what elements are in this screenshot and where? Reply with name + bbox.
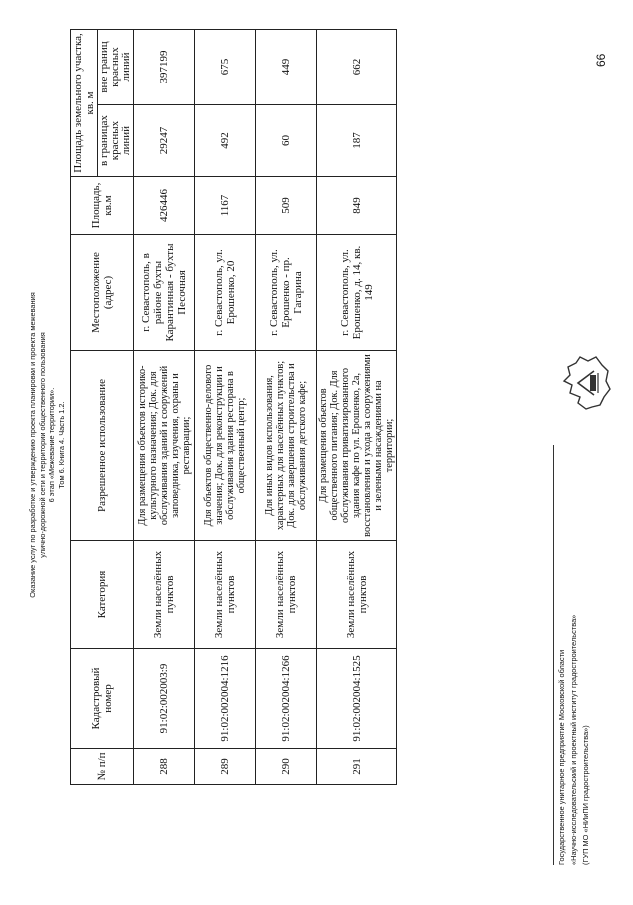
cell-category: Земли населённых пунктов	[256, 541, 317, 649]
col-header-outside: вне границ красных линий	[98, 29, 134, 104]
cell-within: 60	[256, 105, 317, 177]
table-header-row	[71, 29, 98, 784]
cell-within: 29247	[134, 105, 195, 177]
cell-outside: 397199	[134, 29, 195, 104]
col-header-within: в границах красных линий	[98, 105, 134, 177]
cell-num: 288	[134, 749, 195, 785]
col-header-num: № п/п	[71, 749, 134, 785]
cell-category: Земли населённых пунктов	[134, 541, 195, 649]
cell-num: 291	[317, 749, 397, 785]
institute-logo-icon	[556, 351, 616, 415]
cell-location: г. Севастополь, в районе бухты Карантинная - бухты Песочная	[134, 235, 195, 351]
table-row	[256, 29, 317, 784]
cell-outside: 675	[195, 29, 256, 104]
header-line-1: Оказание услуг по разработке и утверждению проекта планировки и проекта межевания	[28, 292, 37, 598]
land-plot-table	[70, 29, 397, 785]
header-line-3: 6 этап «Межевание территории».	[47, 387, 57, 503]
document-header	[28, 185, 66, 705]
col-header-plot-area: Площадь земельного участка, кв. м	[71, 29, 98, 176]
cell-usage: Для иных видов использования, характерных для населённых пунктов; Док. для завершения строительства и обслуживания детского кафе;	[256, 351, 317, 541]
page-number: 66	[594, 53, 608, 67]
cell-num: 290	[256, 749, 317, 785]
cell-location: г. Севастополь, ул. Ерошенко, 20	[195, 235, 256, 351]
cell-usage: Для объектов общественно-делового значения; Док. для реконструкции и обслуживания здания ресторана в общественный центр;	[195, 351, 256, 541]
col-header-location: Местоположение (адрес)	[71, 235, 134, 351]
document-footer	[556, 445, 592, 865]
cell-usage: Для размещения объектов историко-культурного назначения; Док. для обслуживания зданий и сооружений заповедника, изучения, охраны и реставрации;	[134, 351, 195, 541]
cell-location: г. Севастополь, ул. Ерошенко - пр. Гагарина	[256, 235, 317, 351]
cell-usage: Для размещения объектов общественного питания; Док. Для обслуживания приватизированного здания кафе по ул. Ерошенко, 2а, восстановления и ухода за сооружениями и зелеными насаждениями на территории;	[317, 351, 397, 541]
footer-line-3: (ГУП МО «НИиПИ градостроительства»)	[581, 725, 590, 865]
table-row	[195, 29, 256, 784]
cell-area: 849	[317, 177, 397, 235]
cell-location: г. Севастополь, ул. Ерошенко, д. 14, кв. 149	[317, 235, 397, 351]
cell-cadastral: 91:02:002004:1525	[317, 649, 397, 749]
cell-within: 187	[317, 105, 397, 177]
cell-outside: 662	[317, 29, 397, 104]
cell-category: Земли населённых пунктов	[317, 541, 397, 649]
cell-cadastral: 91:02:002004:1266	[256, 649, 317, 749]
footer-line-1: Государственное унитарное предприятие Московской области	[557, 649, 566, 865]
header-line-4: Том 6. Книга 4. Часть 1.2.	[56, 401, 66, 489]
cell-category: Земли населённых пунктов	[195, 541, 256, 649]
header-line-2: улично-дорожной сети и территории общественного пользования	[37, 332, 47, 558]
cell-area: 509	[256, 177, 317, 235]
table-row	[317, 29, 397, 784]
cell-cadastral: 91:02:002003:9	[134, 649, 195, 749]
col-header-usage: Разрешенное использование	[71, 351, 134, 541]
cell-area: 426446	[134, 177, 195, 235]
col-header-area: Площадь, кв.м	[71, 177, 134, 235]
col-header-category: Категория	[71, 541, 134, 649]
table-row	[134, 29, 195, 784]
cell-num: 289	[195, 749, 256, 785]
footer-line-2: «Научно-исследовательский и проектный институт градостроительства»	[569, 614, 578, 865]
cell-outside: 449	[256, 29, 317, 104]
cell-within: 492	[195, 105, 256, 177]
col-header-cadastral: Кадастровый номер	[71, 649, 134, 749]
footer-divider	[553, 445, 554, 865]
cell-cadastral: 91:02:002004:1216	[195, 649, 256, 749]
cell-area: 1167	[195, 177, 256, 235]
